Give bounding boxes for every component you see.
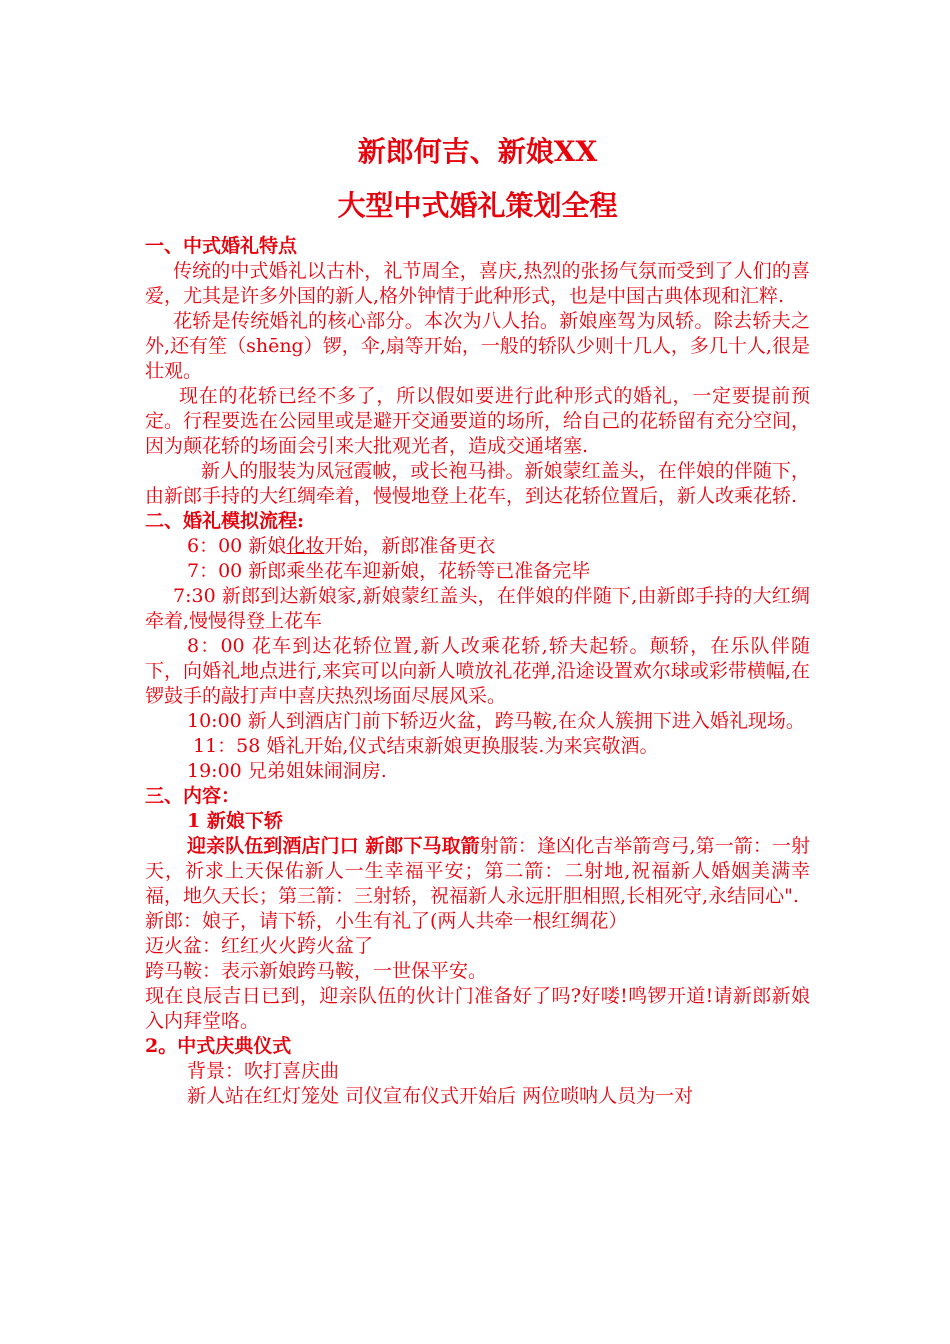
document-page: [145, 128, 810, 1109]
section-1-paragraph-3: 现在的花轿已经不多了，所以假如要进行此种形式的婚礼，一定要提前预定。行程要选在公园里或是避开交通要道的场所，给自己的花轿留有充分空间，因为颠花轿的场面会引来大批观光者，造成交通堵塞.: [145, 385, 811, 457]
timeline-item-6: 11：58 婚礼开始,仪式结束新娘更换服装.为来宾敬酒。: [193, 735, 659, 757]
subheading-1: 1 新娘下轿: [187, 810, 283, 832]
timeline-item-3: 7:30 新郎到达新娘家,新娘蒙红盖头，在伴娘的伴随下,由新郎手持的大红绸牵着,慢慢得登上花车: [145, 585, 810, 632]
groom-line: 新郎：娘子，请下轿，小生有礼了(两人共牵一根红绸花）: [145, 910, 628, 932]
background-line: 背景：吹打喜庆曲: [187, 1060, 340, 1082]
timeline-item-5: 10:00 新人到酒店门前下轿迈火盆，跨马鞍,在众人簇拥下进入婚礼现场。: [187, 710, 805, 732]
timeline-item-1: 6：00 新娘化妆开始，新郎准备更衣: [187, 535, 496, 557]
subheading-2: 2。中式庆典仪式: [145, 1035, 292, 1057]
section-1-heading: 一、中式婚礼特点: [145, 235, 298, 257]
ceremony-line: 新人站在红灯笼处 司仪宣布仪式开始后 两位唢呐人员为一对: [187, 1085, 694, 1107]
title-line-1: 新郎何吉、新娘XX: [357, 135, 598, 168]
timeline-item-7: 19:00 兄弟姐妹闹洞房.: [187, 760, 387, 782]
section-1-paragraph-4: 新人的服装为凤冠霞帔，或长袍马褂。新娘蒙红盖头，在伴娘的伴随下，由新郎手持的大红绸牵着，慢慢地登上花车，到达花轿位置后，新人改乘花轿.: [145, 460, 810, 507]
timeline-item-2: 7：00 新郎乘坐花车迎新娘，花轿等已准备完毕: [187, 560, 591, 582]
arrow-ceremony-paragraph: 迎亲队伍到酒店门口 新郎下马取箭射箭：逢凶化吉举箭弯弓,第一箭：一射天，祈求上天保佑新人一生幸福平安；第二箭：二射地,祝福新人婚姻美满幸福，地久天长；第三箭：三射轿，祝福新人永远肝胆相照,长相死守,永结同心".: [145, 835, 810, 907]
title-line-2: 大型中式婚礼策划全程: [337, 189, 618, 222]
saddle-line: 跨马鞍：表示新娘跨马鞍，一世保平安。: [145, 960, 488, 982]
announcement-line: 现在良辰吉日已到，迎亲队伍的伙计门准备好了吗?好喽!鸣锣开道!请新郎新娘入内拜堂咯。: [145, 985, 810, 1032]
section-1-paragraph-1: 传统的中式婚礼以古朴，礼节周全，喜庆,热烈的张扬气氛而受到了人们的喜爱，尤其是许多外国的新人,格外钟情于此种形式，也是中国古典体现和汇粹.: [145, 260, 810, 307]
fire-basin-line: 迈火盆：红红火火跨火盆了: [145, 935, 374, 957]
section-1-paragraph-2: 花轿是传统婚礼的核心部分。本次为八人抬。新娘座驾为凤轿。除去轿夫之外,还有笙（shēng）锣，伞,扇等开始，一般的轿队少则十几人，多几十人,很是壮观。: [145, 310, 810, 382]
section-3-heading: 三、内容：: [145, 785, 241, 807]
timeline-item-4: 8：00 花车到达花轿位置,新人改乘花轿,轿夫起轿。颠轿，在乐队伴随下，向婚礼地点进行,来宾可以向新人喷放礼花弹,沿途设置欢尔球或彩带横幅,在锣鼓手的敲打声中喜庆热烈场面尽展风采。: [145, 635, 810, 707]
section-2-heading: 二、婚礼模拟流程:: [145, 510, 305, 532]
